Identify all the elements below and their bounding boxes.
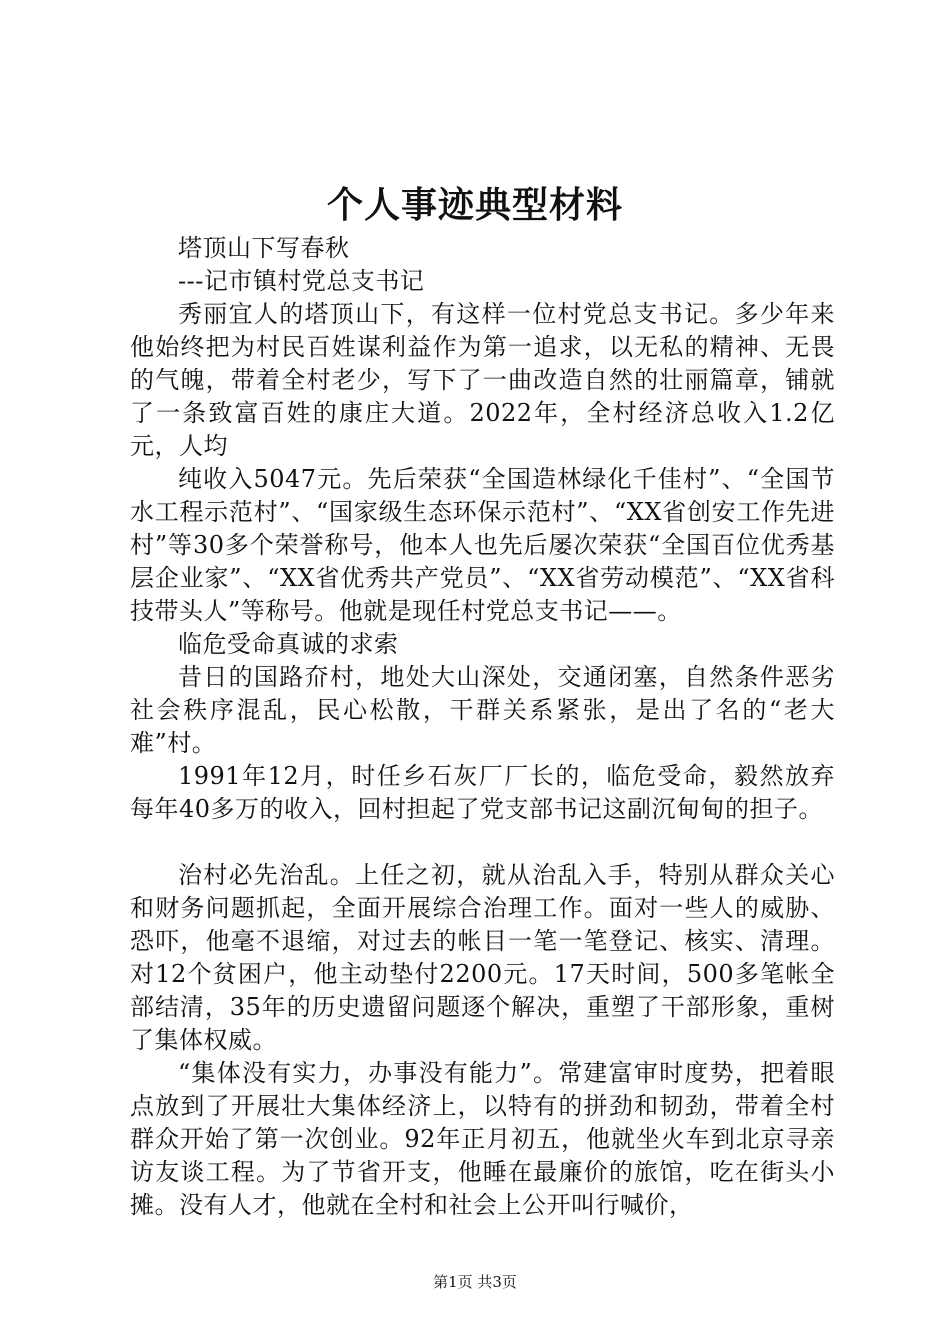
paragraph-intro: 秀丽宜人的塔顶山下，有这样一位村党总支书记。多少年来他始终把为村民百姓谋利益作为第一追求，以无私的精神、无畏的气魄，带着全村老少，写下了一曲改造自然的壮丽篇章，铺就了一条致富百姓的康庄大道。2022年，全村经济总收入1.2亿元，人均 [130, 300, 835, 460]
paragraph-appointment: 1991年12月，时任乡石灰厂厂长的，临危受命，毅然放弃每年40多万的收入，回村担起了党支部书记这副沉甸甸的担子。 [130, 762, 835, 823]
document-title: 个人事迹典型材料 [326, 184, 623, 226]
page-number-footer: 第1页 共3页 [433, 1273, 517, 1291]
section-heading: 临危受命真诚的求索 [178, 630, 399, 658]
paragraph-honors: 纯收入5047元。先后荣获“全国造林绿化千佳村”、“全国节水工程示范村”、“国家级生态环保示范村”、“XX省创安工作先进村”等30多个荣誉称号，他本人也先后屡次荣获“全国百位优秀基层企业家”、“XX省优秀共产党员”、“XX省劳动模范”、“XX省科技带头人”等称号。他就是现任村党总支书记——。 [130, 465, 835, 625]
paragraph-village-history: 昔日的国路夼村，地处大山深处，交通闭塞，自然条件恶劣社会秩序混乱，民心松散，干群关系紧张，是出了名的“老大难”村。 [130, 663, 835, 757]
paragraph-governance: 治村必先治乱。上任之初，就从治乱入手，特别从群众关心和财务问题抓起，全面开展综合治理工作。面对一些人的威胁、恐吓，他毫不退缩，对过去的帐目一笔一笔登记、核实、清理。对12个贫困户，他主动垫付2200元。17天时间，500多笔帐全部结清，35年的历史遗留问题逐个解决，重塑了干部形象，重树了集体权威。 [130, 861, 835, 1054]
document-body [130, 232, 835, 1222]
subtitle: 塔顶山下写春秋 [178, 234, 350, 262]
subtitle-byline: ---记市镇村党总支书记 [178, 267, 425, 295]
paragraph-spacer [130, 826, 835, 859]
paragraph-collective-economy: “集体没有实力，办事没有能力”。常建富审时度势，把着眼点放到了开展壮大集体经济上，以特有的拼劲和韧劲，带着全村群众开始了第一次创业。92年正月初五，他就坐火车到北京寻亲访友谈工程。为了节省开支，他睡在最廉价的旅馆，吃在街头小摊。没有人才，他就在全村和社会上公开叫行喊价， [130, 1059, 835, 1219]
